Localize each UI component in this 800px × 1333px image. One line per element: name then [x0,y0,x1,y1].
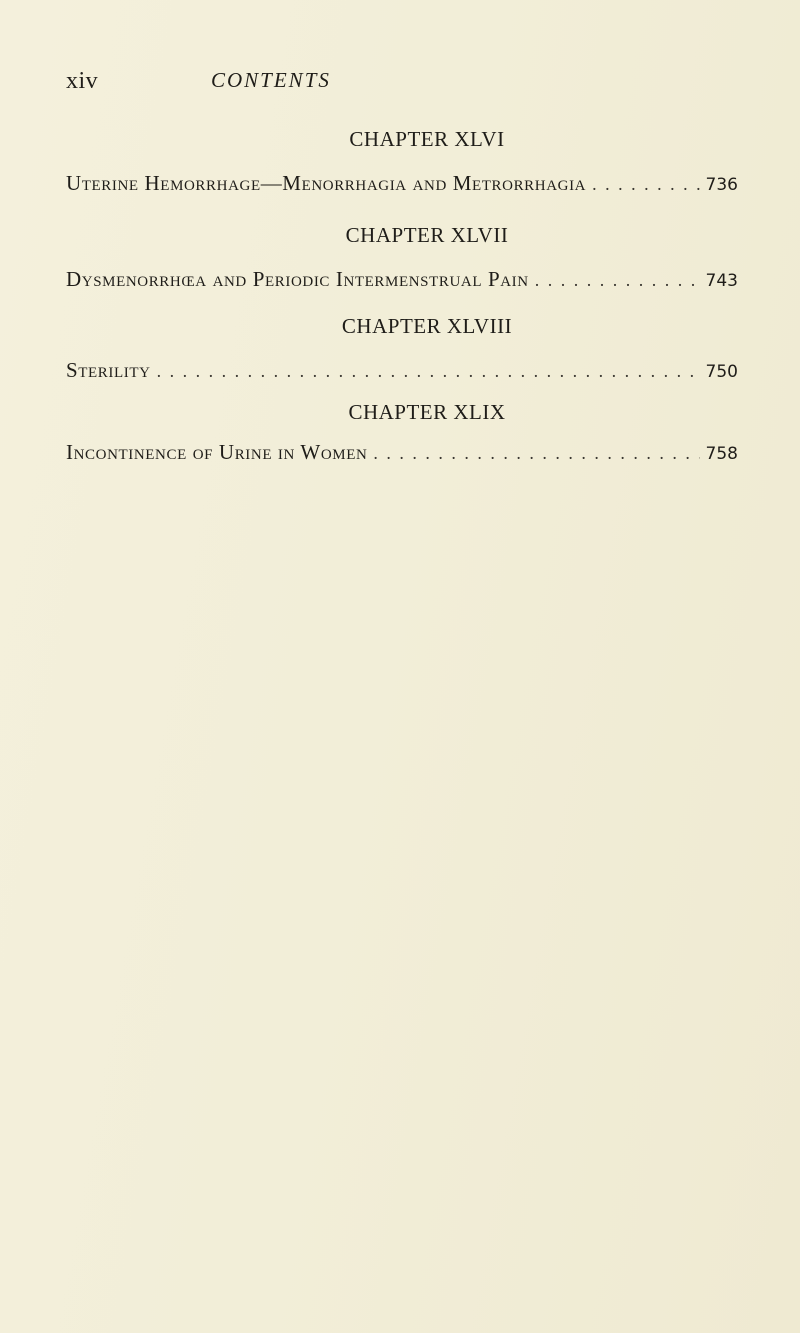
chapter-block-xlvii [66,222,738,291]
toc-entry-title: Uterine Hemorrhage—Menorrhagia and Metrorrhagia [66,171,587,195]
chapter-block-xlix [66,399,738,464]
chapter-block-xlviii [66,313,738,382]
toc-entry-page: 743 [705,271,738,291]
chapter-heading: CHAPTER XLVII [345,223,509,247]
dot-leader [586,171,699,197]
chapter-heading: CHAPTER XLVI [349,127,505,151]
chapter-heading: CHAPTER XLVIII [341,314,513,338]
toc-entry [66,266,738,292]
toc-entry-page: 758 [705,444,738,464]
dot-leader [529,267,700,293]
page-folio: xiv [66,68,99,94]
toc-entry [66,170,738,196]
toc-entry-title: Sterility [66,358,151,382]
toc-entry-title: Incontinence of Urine in Women [66,440,368,464]
chapter-block-xlvi [66,126,738,195]
running-head [66,68,738,98]
dot-leader [151,358,700,384]
toc-entry-page: 750 [705,362,738,382]
dot-leader [367,440,699,466]
toc-entry [66,439,738,465]
toc-entry [66,357,738,383]
running-title: CONTENTS [211,68,331,92]
toc-entry-title: Dysmenorrhœa and Periodic Intermenstrual Pain [66,267,529,291]
toc-entry-page: 736 [705,175,738,195]
chapter-heading: CHAPTER XLIX [348,400,506,424]
